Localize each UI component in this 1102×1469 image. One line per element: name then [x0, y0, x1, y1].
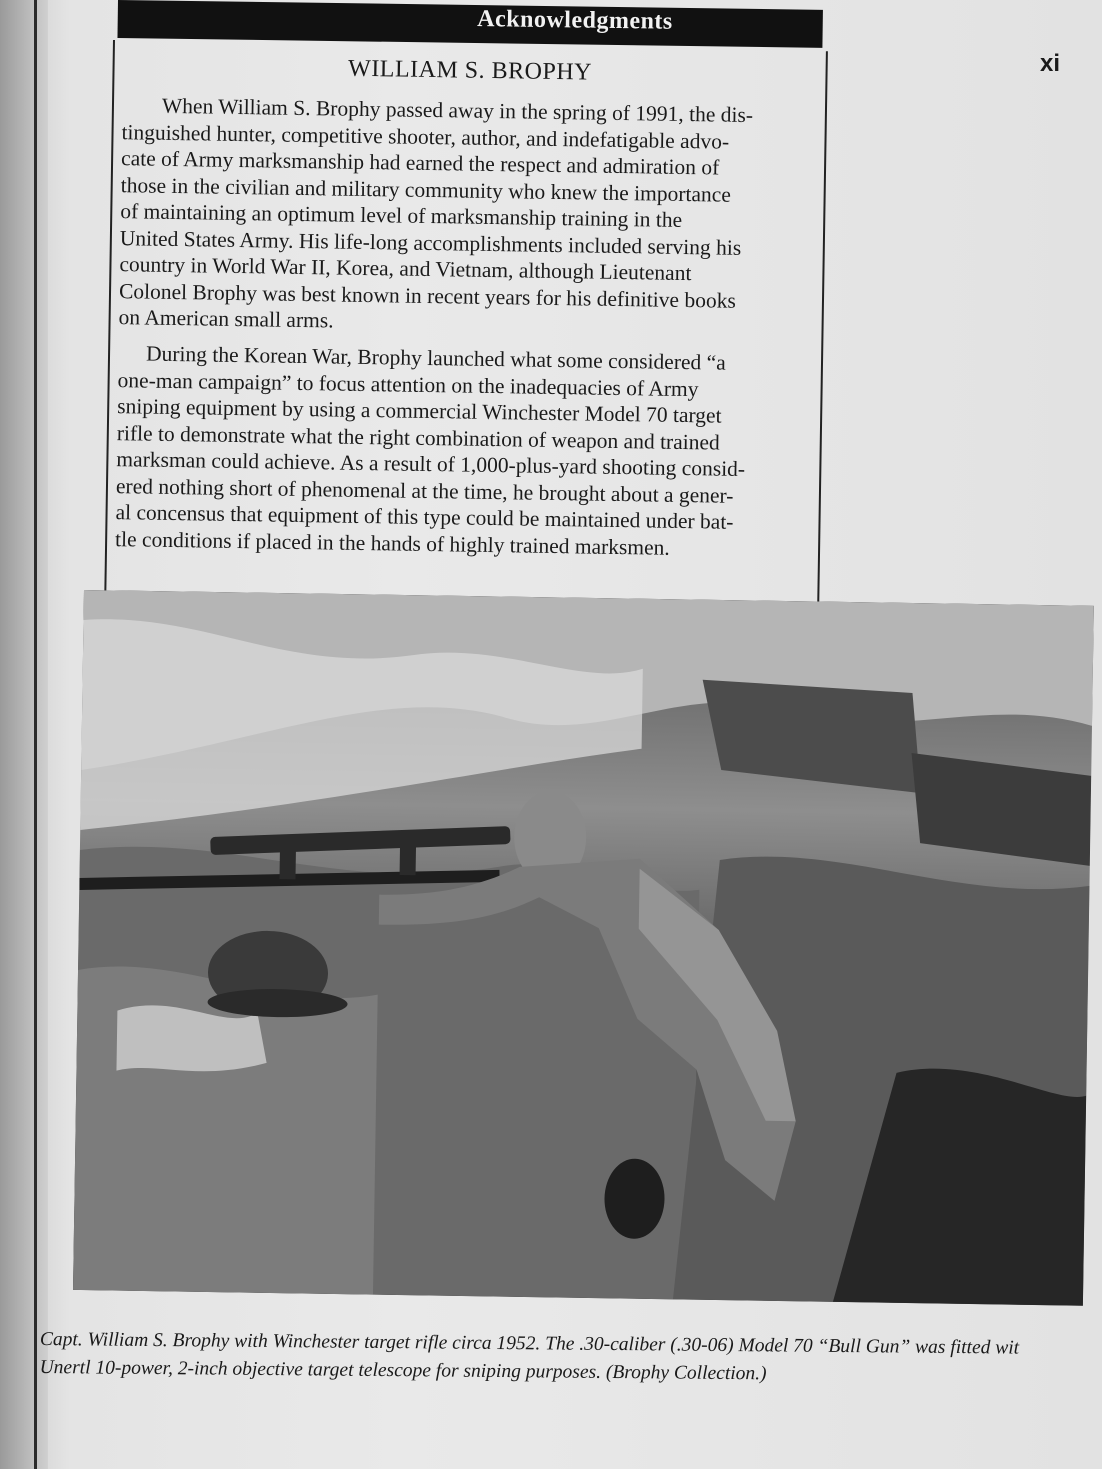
paragraph-line: tle conditions if placed in the hands of highly trained marksmen. [114, 526, 670, 560]
margin-rule [34, 0, 37, 1469]
sidebar-box [104, 40, 828, 611]
paragraph-line: on American small arms. [118, 305, 334, 333]
paragraph-line: sniping equipment by using a commercial Winchester Model 70 target [117, 394, 722, 428]
paragraph-line: marksman could achieve. As a result of 1,000-plus-yard shooting consid- [116, 447, 746, 481]
paragraph-line: al concensus that equipment of this type could be maintained under bat- [115, 500, 734, 534]
photo-illustration [73, 590, 1094, 1306]
page-number: xi [1040, 50, 1061, 77]
caption-line: Capt. William S. Brophy with Winchester target rifle circa 1952. The .30-caliber (.30-06) Model 70 “Bull Gun” was fitted wit [39, 1328, 1020, 1359]
photo-caption [40, 1326, 1102, 1391]
paragraph-line: one-man campaign” to focus attention on the inadequacies of Army [117, 367, 699, 401]
historical-photo [73, 590, 1094, 1306]
caption-line: Unertl 10-power, 2-inch objective target telescope for sniping purposes. (Brophy Collection.) [39, 1356, 767, 1385]
paragraph-line: Colonel Brophy was best known in recent years for his definitive books [118, 278, 737, 313]
paragraph-line: ered nothing short of phenomenal at the time, he brought about a gener- [115, 473, 734, 508]
section-header-title: Acknowledgments [477, 6, 673, 35]
sidebar-title: WILLIAM S. BROPHY [347, 55, 593, 86]
paragraph-1 [118, 92, 810, 341]
paragraph-line: country in World War II, Korea, and Vietnam, although Lieutenant [119, 252, 692, 286]
paragraph-line: of maintaining an optimum level of marksmanship training in the [120, 199, 683, 232]
book-gutter [0, 0, 48, 1469]
paragraph-line: tinguished hunter, competitive shooter, author, and indefatigable advo- [121, 119, 730, 154]
paragraph-line: United States Army. His life-long accomplishments included serving his [119, 225, 742, 260]
paragraph-line: cate of Army marksmanship had earned the respect and admiration of [120, 146, 720, 180]
paragraph-2 [115, 340, 806, 563]
paragraph-line: During the Korean War, Brophy launched what some considered “a [145, 341, 726, 375]
paragraph-line: rifle to demonstrate what the right combination of weapon and trained [116, 420, 720, 455]
paragraph-line: When William S. Brophy passed away in the spring of 1991, the dis- [161, 93, 754, 128]
paragraph-line: those in the civilian and military community who knew the importance [120, 172, 732, 207]
